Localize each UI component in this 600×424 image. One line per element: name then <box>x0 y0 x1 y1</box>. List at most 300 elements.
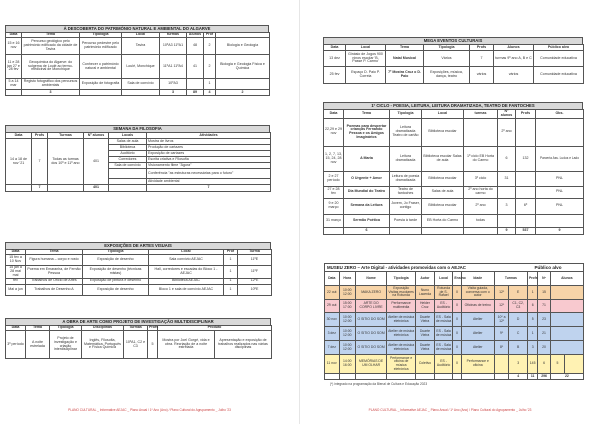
table-cell: 10:00 12:00 <box>339 341 356 355</box>
table-cell: 71 <box>538 300 550 313</box>
table-cell: Escrita criativa e Filosofia <box>147 157 271 163</box>
table-cell: 10ºA3 <box>160 79 187 90</box>
table-cell <box>434 374 453 380</box>
table-cell: 4 <box>204 90 216 96</box>
table-cell: Mostra por Joel Gorgé, vida e obra. Recriação de a noite estrelada <box>158 331 215 359</box>
table-cell: 10:00 12:00 <box>339 286 356 300</box>
footer-text: PLANO CULTURAL _ Informative AEJAC _ Plano Anual / 1º Ano (Ano) / Plano Cultural do Agrupamento _ Julho '23 <box>368 407 532 412</box>
table-row <box>324 186 584 198</box>
table-cell: 11ºA1 11ºA4 <box>160 55 187 79</box>
table-cell: 10ºA3 11ºA1 <box>160 38 187 55</box>
table-cell: 1º ciclo EB Horta do Carmo <box>464 146 498 171</box>
patrimonio-table <box>5 32 270 96</box>
table-row <box>325 313 584 327</box>
table-row <box>6 55 270 79</box>
mega-header: Tema <box>386 45 424 51</box>
totals-row <box>325 374 584 380</box>
table-cell: X <box>453 355 461 374</box>
table-cell: ES - Auditório <box>434 300 453 313</box>
ciclo-section <box>323 102 583 235</box>
table-cell: 9 e 20 março <box>324 198 344 214</box>
table-cell: MAKA ZERO <box>356 286 387 300</box>
table-cell: 3º ciclo <box>464 171 498 186</box>
table-cell: 7 <box>470 51 494 67</box>
zero-header: Data <box>325 272 340 286</box>
table-cell: 1 <box>224 278 238 284</box>
table-row <box>324 198 584 214</box>
table-cell: 1 <box>204 79 216 90</box>
table-cell: Biologia e Geologia Física e Química <box>216 55 270 79</box>
table-row <box>324 214 584 227</box>
table-cell: 11 nov <box>325 355 340 374</box>
table-row <box>325 286 584 300</box>
table-cell: Percurso pedestre pelo património edificado <box>80 38 122 55</box>
table-cell: 8º <box>494 341 509 355</box>
table-cell: 31 março <box>324 214 344 227</box>
table-cell <box>6 185 32 192</box>
table-cell: 2 e 27 período <box>324 171 344 186</box>
table-cell: 11ºE <box>238 255 272 266</box>
table-cell: 145 <box>527 355 537 374</box>
mega-section <box>323 37 583 84</box>
table-row <box>325 327 584 341</box>
table-cell <box>216 79 270 90</box>
table-cell: 9º <box>494 327 509 341</box>
table-cell: 15:00 17:00 <box>339 300 356 313</box>
table-cell: O Urgente + Amor <box>344 171 390 186</box>
table-row <box>6 79 270 90</box>
table-cell: Inglês, Filosofia, Matemática, Português e Física Química <box>82 331 124 359</box>
totals-row <box>6 90 270 96</box>
table-cell: Conferência "as estruturas necessárias para o futuro" <box>147 169 271 179</box>
patrimonio-header: Local <box>122 33 160 38</box>
table-cell: 10º a 12º <box>494 313 509 327</box>
table-cell <box>453 374 461 380</box>
table-cell: Corredores <box>109 157 147 163</box>
table-cell: 2º ano <box>498 118 516 146</box>
table-cell: Biblioteca escolar <box>422 198 464 214</box>
investigacao-header: Tipologia <box>50 326 82 331</box>
zero-header: Nº <box>538 272 550 286</box>
table-row <box>6 266 272 279</box>
table-cell: Helder Cruz <box>416 300 435 313</box>
table-cell: 3 <box>498 198 516 214</box>
table-cell: 6 <box>527 300 537 313</box>
table-cell <box>464 227 498 234</box>
table-cell: Dia Mundial do Teatro <box>344 186 390 198</box>
table-cell: 401 <box>84 139 109 185</box>
table-cell: Loulé, Monchique <box>122 55 160 79</box>
table-cell <box>536 214 584 227</box>
filosofia-header: Atividades <box>147 133 271 139</box>
investigacao-header: Turmas <box>124 326 148 331</box>
table-cell <box>494 374 509 380</box>
table-cell: 14:00 16:00 <box>339 355 356 374</box>
table-cell: 5 <box>550 355 565 374</box>
totals-row <box>6 185 271 192</box>
table-cell: PNL <box>536 198 584 214</box>
table-cell: Geoquímica do Algarve: do sulgema de Loulé ao termo-médicinal de Monchique <box>22 55 80 79</box>
table-cell: 89 <box>187 90 204 96</box>
table-cell: Rotunda de S. Rafael <box>434 286 453 300</box>
table-cell <box>464 118 498 146</box>
table-cell: 14 a 18 de nov '21 <box>6 139 32 185</box>
zero-table <box>324 271 584 380</box>
table-cell: 15 <box>538 286 550 300</box>
zero-header: Local <box>434 272 453 286</box>
table-row <box>6 331 272 359</box>
table-cell: Atelier <box>461 313 494 327</box>
ciclo-table <box>323 109 584 235</box>
table-cell: 2 <box>204 55 216 79</box>
table-cell <box>6 90 22 96</box>
mega-header: Público alvo <box>534 45 584 51</box>
table-cell <box>536 118 584 146</box>
table-cell: Exposição de fotografia <box>80 79 122 90</box>
investigacao-header: Profs <box>149 325 159 330</box>
table-cell: Leitura dramatizada Teatro de cartão <box>390 118 422 146</box>
table-cell <box>109 185 147 192</box>
table-cell: C1, C2, C3 <box>509 300 528 313</box>
table-cell: 2º ano horta do carmo <box>464 186 498 198</box>
table-cell: Natal Musical <box>386 51 424 67</box>
table-cell: 2 <box>216 90 270 96</box>
table-cell: Bloco 1 e sala de convívio AEJAC <box>149 284 224 295</box>
table-cell: Mostra de livros <box>147 139 271 145</box>
table-cell: Nuno Lacerda <box>416 286 435 300</box>
table-cell: 7 <box>32 139 48 185</box>
table-cell: 13 dez <box>324 51 346 67</box>
table-cell: 10:00 12:00 <box>339 313 356 327</box>
table-cell: MEMÓRIAS DE UM OLHAR <box>356 355 387 374</box>
table-cell: 11 e 28 jan 27 e 28 fev <box>6 55 22 79</box>
table-cell: 6 <box>344 227 390 234</box>
exposicoes-header: Local <box>149 250 224 255</box>
table-cell: Apresentação e exposição de trabalhos realizados nas várias disciplinas <box>215 331 272 359</box>
filosofia-table <box>5 132 271 192</box>
table-cell: 27 e 28 fev <box>324 186 344 198</box>
table-cell: Duarte Vieira <box>416 341 435 355</box>
ciclo-header: Tema <box>344 110 390 119</box>
table-cell: Exposição de desenho <box>83 284 149 295</box>
exposicoes-header: Tema <box>26 250 83 255</box>
zero-header: Hora <box>339 272 356 286</box>
table-cell: Salas de aula <box>422 186 464 198</box>
table-cell: E <box>509 286 528 300</box>
table-cell: turmas 9º ano A, B e C <box>494 51 534 67</box>
table-cell: PNL <box>536 186 584 198</box>
footer-text: PLANO CULTURAL _ Informative AEJAC _ Plano Anual / 1º Ano (Ano) / Plano Cultural do Agrupamento _ Julho '23 <box>68 407 231 412</box>
table-cell <box>461 374 494 380</box>
table-cell: Coletivo <box>416 355 435 374</box>
table-cell: 6º <box>516 198 536 214</box>
table-cell: 3 <box>22 90 80 96</box>
table-cell: Biblioteca escolar <box>422 118 464 146</box>
table-cell: 5 <box>527 313 537 327</box>
table-cell: Projeto de investigação e criação interdisciplinar <box>50 331 82 359</box>
table-cell: X <box>453 313 461 327</box>
patrimonio-header: Prof <box>204 33 216 38</box>
table-cell: Atelier <box>461 327 494 341</box>
table-cell: 10ºA1, C2 e C3 <box>124 331 148 359</box>
table-cell: D <box>509 313 528 327</box>
table-cell: Conhecer o património natural e ambiental <box>80 55 122 79</box>
table-cell: 29 out <box>325 300 340 313</box>
investigacao-header: Produto <box>158 326 272 331</box>
filosofia-header: Locais <box>109 133 147 139</box>
zero-header: Ensino <box>453 272 461 286</box>
zero-note: (*) integrado na programação da Bienal de Cultura e Educação 2023 <box>330 382 428 386</box>
table-row <box>6 284 272 295</box>
ciclo-header: turmas <box>464 110 498 119</box>
table-cell: ES - Sala de música <box>434 327 453 341</box>
zero-title-right: Público alvo <box>534 265 562 270</box>
table-cell <box>494 355 509 374</box>
table-cell: 5 a 14 mar <box>6 79 22 90</box>
filosofia-header: Nº alunos <box>84 133 109 139</box>
zero-header: Alunos <box>550 272 583 286</box>
table-cell: 48 <box>187 38 204 55</box>
table-cell: Biblioteca escolar Salas de aula <box>422 146 464 171</box>
table-cell: Salas de aula <box>109 139 147 145</box>
table-row <box>6 38 270 55</box>
exposicoes-title: EXPOSIÇÕES DE ARTES VISUAIS <box>5 242 271 249</box>
table-cell: Atividade ambiental <box>147 179 271 185</box>
table-cell: Exposição de desenho <box>83 255 149 266</box>
table-cell: Poesia à tarde <box>390 214 422 227</box>
table-cell: EB Horta do Carmo <box>422 214 464 227</box>
table-cell: 2º ano <box>464 198 498 214</box>
table-cell: Atelier de música eletrónica <box>387 313 416 327</box>
table-cell <box>187 79 204 90</box>
table-cell: Sala convívio AEJAC <box>149 255 224 266</box>
table-cell <box>122 90 160 96</box>
totals-row <box>324 227 584 234</box>
table-cell: O SITIO DO SOM <box>356 341 387 355</box>
table-cell: B <box>509 341 528 355</box>
filosofia-section <box>5 125 270 192</box>
table-cell: 30 nov <box>325 313 340 327</box>
table-cell: 1 <box>527 327 537 341</box>
table-cell <box>80 90 122 96</box>
table-cell: 1, 2, 7, 13, 15, 24, 28 nov <box>324 146 344 171</box>
patrimonio-header: Data <box>6 33 22 38</box>
table-cell: Todas as turmas dos 10º e 11º ano <box>48 139 84 185</box>
table-cell: Poema em Emaranha, de Fernão Pessoa <box>26 266 83 279</box>
investigacao-header: Data <box>6 326 26 331</box>
ciclo-title: 1º CICLO - POESIA, LEITURA, LEITURA DRAMATIZADA, TEATRO DE FANTOCHES <box>323 102 583 109</box>
table-cell <box>516 186 536 198</box>
table-cell <box>416 374 435 380</box>
table-cell <box>516 118 536 146</box>
table-cell: Atelier <box>461 341 494 355</box>
patrimonio-header: Tipologia <box>80 33 122 38</box>
table-cell: Visita guiada, conversa com o autor <box>461 286 494 300</box>
table-cell: Performance e oficina <box>461 355 494 374</box>
table-cell: 15 fev a 10 Nov <box>6 255 26 266</box>
table-cell: X <box>453 286 461 300</box>
table-cell: ARTE DO CORPO LIVRE <box>356 300 387 313</box>
table-cell: Trabalhos de Desenho A <box>26 284 83 295</box>
exposicoes-table <box>5 249 272 296</box>
table-row <box>324 146 584 171</box>
table-cell: 3º período <box>6 331 26 359</box>
investigacao-header: Tema <box>26 326 50 331</box>
mega-header: Alunos <box>494 45 534 51</box>
table-cell: Atelier de música eletrónica <box>387 327 416 341</box>
table-cell: 2 <box>204 38 216 55</box>
table-cell: C <box>509 327 528 341</box>
table-cell: Biblioteca escolar <box>422 171 464 186</box>
table-cell: Atelier de música eletrónica <box>387 341 416 355</box>
table-cell <box>324 227 344 234</box>
table-cell <box>387 374 416 380</box>
mega-title: MEGA EVENTOS CULTURAIS <box>323 37 583 44</box>
table-cell: Exposição de pintura e desenho <box>83 278 149 284</box>
table-cell <box>516 171 536 186</box>
table-cell: Semana da Leitura <box>344 198 390 214</box>
table-cell: 10:00 12:00 <box>339 327 356 341</box>
table-cell: ES - Sala de música <box>434 313 453 327</box>
table-cell: Duarte Vieira <box>416 327 435 341</box>
zero-section <box>324 263 584 386</box>
mega-header: Data <box>324 45 346 51</box>
mega-table <box>323 44 584 84</box>
table-cell: 132 <box>516 146 536 171</box>
exposicoes-header: Tipologia <box>83 250 149 255</box>
table-cell: Registo fotográfico dos percursos ambientais <box>22 79 80 90</box>
table-cell: 1 <box>224 284 238 295</box>
table-cell: 3 <box>509 355 528 374</box>
table-row <box>325 341 584 355</box>
table-cell <box>356 374 387 380</box>
zero-title: MUSEU ZERO – Arte Digital - atividades promovidas com o AEJAC <box>327 265 466 270</box>
table-cell: X <box>453 341 461 355</box>
table-cell: 12º <box>494 300 509 313</box>
table-cell: 7 dez <box>325 341 340 355</box>
table-cell: vários <box>494 67 534 84</box>
table-cell: 7º Mostra Cruz o D. Paio <box>386 67 424 84</box>
table-cell <box>325 374 340 380</box>
table-cell: Produção de cartazes <box>147 145 271 151</box>
ciclo-header: Data <box>324 110 344 119</box>
ciclo-header: Local <box>422 110 464 119</box>
right-page <box>300 0 600 424</box>
table-cell: Exposições, música, dança, teatro <box>424 67 470 84</box>
table-cell: Auditório <box>109 151 147 157</box>
mega-header: Tipologia <box>424 45 470 51</box>
table-cell: Teatro de fantoches <box>390 186 422 198</box>
filosofia-header: Data <box>6 133 32 139</box>
patrimonio-header: Tema <box>22 33 80 38</box>
table-cell: 1 <box>224 266 238 279</box>
table-cell: 31 <box>498 171 516 186</box>
zero-header: Nome <box>356 272 387 286</box>
table-cell: Ginásio de Jogos 900 ninos escolar 'B. Passe P. Carmo' <box>346 51 386 67</box>
table-row <box>325 300 584 313</box>
table-cell: 15 jan a 28 mai mai <box>6 266 26 279</box>
table-cell: ES - Sala de música <box>434 341 453 355</box>
table-cell: 3 <box>527 341 537 355</box>
table-cell: 1 <box>224 255 238 266</box>
table-cell <box>339 374 356 380</box>
filosofia-header: Turmas <box>48 133 84 139</box>
patrimonio-section <box>5 25 269 96</box>
investigacao-header: Disciplinas <box>82 326 124 331</box>
table-cell: todas <box>464 214 498 227</box>
ciclo-header: Tipologia <box>390 110 422 119</box>
table-cell: 12º <box>494 286 509 300</box>
table-cell: 25 fev <box>324 67 346 84</box>
ciclo-header: Nº alunos <box>498 110 516 119</box>
patrimonio-title: À DESCOBERTA DO PATRIMÓNIO NATURAL E AMBIENTAL DO ALGARVE <box>5 25 269 32</box>
table-cell: 22 out <box>325 286 340 300</box>
table-cell: O SITIO DO SOM <box>356 327 387 341</box>
table-cell: 537 <box>516 227 536 234</box>
mega-header: Local <box>346 45 386 51</box>
table-cell: Vários <box>424 51 470 67</box>
ciclo-header: Obs. <box>536 110 584 119</box>
table-cell: Sala de convívio <box>109 163 147 169</box>
ciclo-header: Profs <box>516 110 536 119</box>
table-cell: Biblioteca AEJAC <box>149 278 224 284</box>
zero-header: Idade <box>461 272 494 286</box>
table-cell: 9 <box>536 227 584 234</box>
table-cell: 7 <box>32 185 48 192</box>
patrimonio-header: turmas <box>160 33 187 38</box>
table-cell: 4 <box>509 374 528 380</box>
table-cell: Exposição de cartazes <box>147 151 271 157</box>
table-cell: 21 <box>538 327 550 341</box>
table-cell: A noite estrelada <box>26 331 50 359</box>
table-cell: 401 <box>84 185 109 192</box>
table-cell: Leitura de poesia dramatizada <box>390 171 422 186</box>
patrimonio-header: Alunos <box>187 33 204 38</box>
zero-header: Profs <box>527 272 537 286</box>
table-cell: ES - Auditório <box>434 355 453 374</box>
table-cell <box>422 227 464 234</box>
table-cell: Leitura dramatizada <box>390 146 422 171</box>
table-cell: 9 <box>498 227 516 234</box>
investigacao-table <box>5 325 272 359</box>
table-cell: Sala de convívio <box>122 79 160 90</box>
zero-header: Turmas <box>494 272 527 286</box>
exposicoes-header: Turma <box>238 250 272 255</box>
table-cell: A Maria <box>344 146 390 171</box>
zero-header: Tipologia <box>387 272 416 286</box>
table-cell: Hall, corredores e escadas do Bloco 1 - AEJAC <box>149 266 224 279</box>
table-cell: 7 <box>147 185 271 192</box>
mega-header: Profs <box>470 45 494 51</box>
table-cell: Performance multimédia <box>387 300 416 313</box>
table-cell: 41 <box>187 55 204 79</box>
table-cell: O SITIO DO SOM <box>356 313 387 327</box>
table-row <box>324 118 584 146</box>
table-cell: 3 <box>160 90 187 96</box>
investigacao-title: A OBRA DE ARTE COMO PROJETO DE INVESTIGAÇÃO MULTIDISCIPLINAR <box>5 318 271 325</box>
table-cell: vários <box>470 67 494 84</box>
table-cell: 6 <box>498 146 516 171</box>
table-cell <box>516 214 536 227</box>
filosofia-header: Profs <box>32 133 48 139</box>
table-cell: 6 <box>538 355 550 374</box>
table-cell: PNL <box>536 171 584 186</box>
filosofia-title: SEMANA DA FILOSOFIA <box>5 125 270 132</box>
table-cell: X <box>453 327 461 341</box>
investigacao-section <box>5 318 271 359</box>
table-cell: 22,29 e 29 nov <box>324 118 344 146</box>
exposicoes-section <box>5 242 271 296</box>
